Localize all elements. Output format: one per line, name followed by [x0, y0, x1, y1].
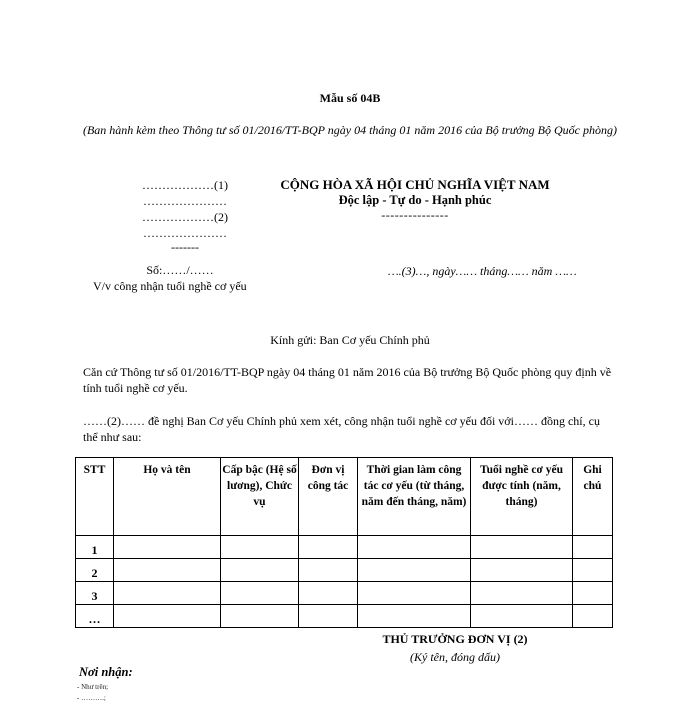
header-full-name: Họ và tên: [114, 458, 221, 536]
header-service-age: Tuổi nghề cơ yếu được tính (năm, tháng): [471, 458, 573, 536]
recipient-item: - ……….;: [77, 694, 106, 702]
legal-basis: (Ban hành kèm theo Thông tư số 01/2016/TT-BQP ngày 04 tháng 01 năm 2016 của Bộ trưởng Bộ Quốc phòng): [82, 123, 617, 137]
cell-full-name: [114, 582, 221, 605]
row-stt: 3: [76, 582, 114, 605]
cell-rank-position: [221, 605, 299, 628]
addressee: Kính gửi: Ban Cơ yếu Chính phủ: [270, 333, 430, 347]
motto-divider: ---------------: [381, 208, 449, 222]
table-row: [76, 559, 613, 582]
left-header-divider: -------: [171, 240, 199, 254]
cell-service-age: [471, 559, 573, 582]
issuing-authority-line: ………………(1): [142, 178, 228, 192]
issuing-unit-line: ………………(2): [142, 210, 228, 224]
cell-service-age: [471, 536, 573, 559]
row-stt: …: [76, 605, 114, 628]
employee-table: [75, 457, 613, 628]
cell-unit: [299, 605, 358, 628]
cell-service-period: [358, 536, 471, 559]
cell-notes: [573, 536, 613, 559]
cell-full-name: [114, 536, 221, 559]
cell-unit: [299, 536, 358, 559]
body-paragraph-request: ……(2)…… đề nghị Ban Cơ yếu Chính phủ xem xét, công nhận tuổi nghề cơ yếu đối với…… đồng chí, cụ thể như sau:: [83, 414, 600, 444]
cell-notes: [573, 559, 613, 582]
recipients-label: Nơi nhận:: [79, 665, 133, 679]
issuing-unit-dots: …………………: [143, 226, 227, 240]
signer-title: THỦ TRƯỞNG ĐƠN VỊ (2): [382, 632, 528, 646]
header-stt: STT: [76, 458, 114, 536]
cell-service-period: [358, 582, 471, 605]
cell-unit: [299, 582, 358, 605]
national-title: CỘNG HÒA XÃ HỘI CHỦ NGHĨA VIỆT NAM: [280, 177, 550, 192]
recipient-item: - Như trên;: [77, 683, 109, 691]
table-row: [76, 605, 613, 628]
row-stt: 2: [76, 559, 114, 582]
form-code: Mẫu số 04B: [319, 91, 381, 105]
cell-service-period: [358, 605, 471, 628]
header-rank-position: Cấp bậc (Hệ số lương), Chức vụ: [221, 458, 299, 536]
cell-service-age: [471, 582, 573, 605]
cell-unit: [299, 559, 358, 582]
place-date: ….(3)…, ngày…… tháng…… năm ……: [388, 264, 577, 278]
table-row: [76, 582, 613, 605]
document-subject: V/v công nhận tuổi nghề cơ yếu: [93, 279, 247, 293]
signer-note: (Ký tên, đóng dấu): [410, 650, 500, 664]
cell-notes: [573, 582, 613, 605]
cell-rank-position: [221, 559, 299, 582]
body-paragraph-basis: Căn cứ Thông tư số 01/2016/TT-BQP ngày 04 tháng 01 năm 2016 của Bộ trưởng Bộ Quốc phòng quy định về tính tuổi nghề cơ yếu.: [83, 365, 612, 395]
cell-rank-position: [221, 536, 299, 559]
cell-service-age: [471, 605, 573, 628]
header-unit: Đơn vị công tác: [299, 458, 358, 536]
cell-notes: [573, 605, 613, 628]
cell-full-name: [114, 605, 221, 628]
national-motto: Độc lập - Tự do - Hạnh phúc: [338, 193, 492, 207]
cell-full-name: [114, 559, 221, 582]
table-row: [76, 536, 613, 559]
cell-rank-position: [221, 582, 299, 605]
row-stt: 1: [76, 536, 114, 559]
issuing-authority-dots: …………………: [143, 194, 227, 208]
header-notes: Ghi chú: [573, 458, 613, 536]
header-service-period: Thời gian làm công tác cơ yếu (từ tháng, năm đến tháng, năm): [358, 458, 471, 536]
cell-service-period: [358, 559, 471, 582]
table-header-row: [76, 458, 613, 536]
document-number: Số:……/……: [146, 263, 214, 277]
